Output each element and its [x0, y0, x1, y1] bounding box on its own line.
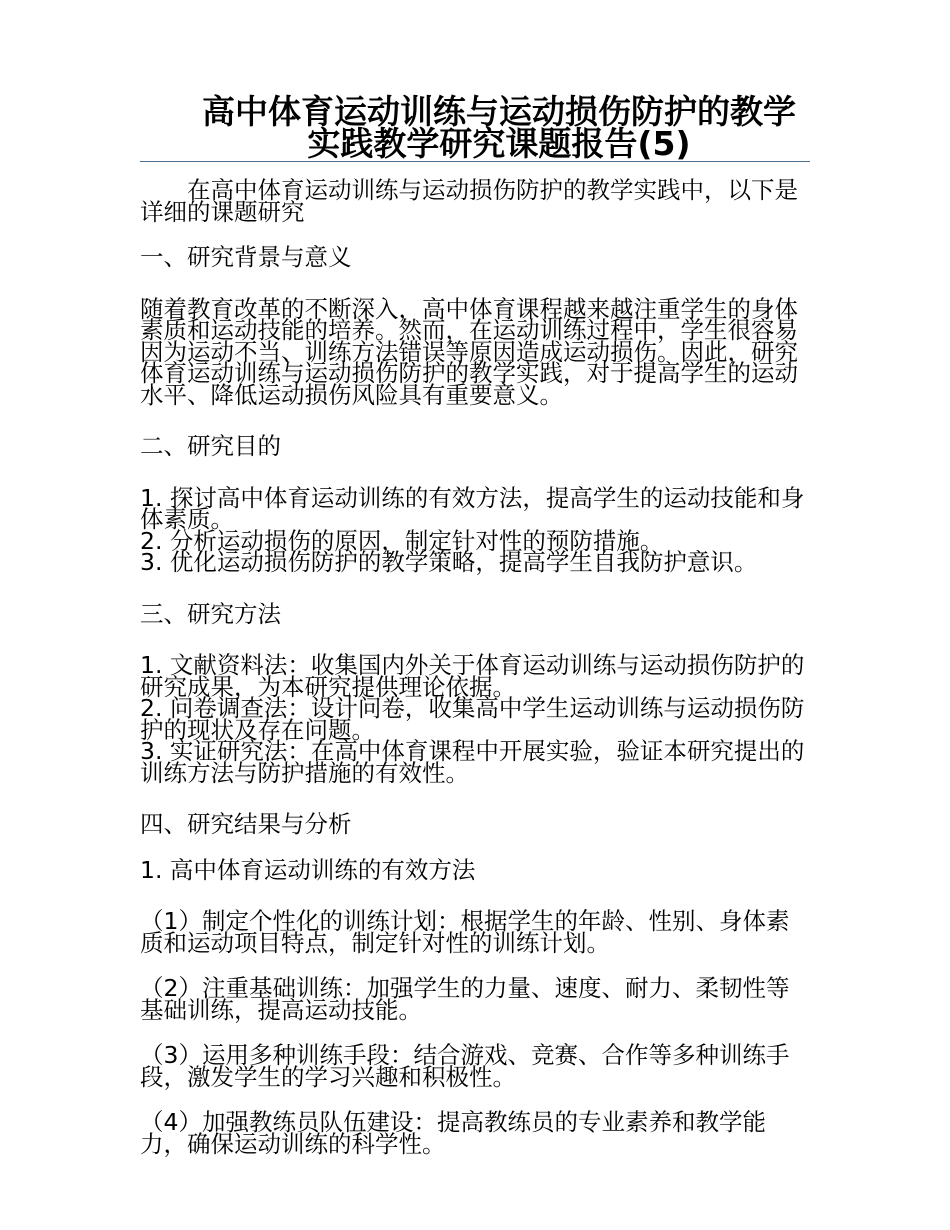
section-1-body: 随着教育改革的不断深入，高中体育课程越来越注重学生的身体素质和运动技能的培养。然而，在运动训练过程中，学生很容易因为运动不当、训练方法错误等原因造成运动损伤。因此，研究体育运动训练与运动损伤防护的教学实践，对于提高学生的运动水平、降低运动损伤风险具有重要意义。 [140, 294, 798, 409]
list-item: （3）运用多种训练手段：结合游戏、竞赛、合作等多种训练手段，激发学生的学习兴趣和积极性。 [140, 1041, 790, 1091]
intro-paragraph: 在高中体育运动训练与运动损伤防护的教学实践中，以下是详细的课题研究 [140, 176, 798, 226]
list-item: 3. 优化运动损伤防护的教学策略，提高学生自我防护意识。 [140, 548, 758, 576]
list-item: 1. 探讨高中体育运动训练的有效方法，提高学生的运动技能和身体素质。 [140, 483, 805, 533]
section-4-heading: 四、研究结果与分析 [140, 810, 352, 838]
document-title [140, 92, 810, 163]
title-underline [140, 161, 810, 162]
list-item: （4）加强教练员队伍建设：提高教练员的专业素养和教学能力，确保运动训练的科学性。 [140, 1108, 766, 1158]
section-3-heading: 三、研究方法 [140, 599, 281, 628]
list-item: 3. 实证研究法：在高中体育课程中开展实验，验证本研究提出的训练方法与防护措施的有效性。 [140, 737, 805, 787]
section-2-heading: 二、研究目的 [140, 432, 281, 460]
title-line-1: 高中体育运动训练与运动损伤防护的教学 [202, 92, 796, 131]
section-4-subheading: 1. 高中体育运动训练的有效方法 [140, 855, 476, 884]
title-line-2: 实践教学研究课题报告(5) [307, 124, 691, 163]
list-item: （1）制定个性化的训练计划：根据学生的年龄、性别、身体素质和运动项目特点，制定针对性的训练计划。 [140, 907, 790, 957]
list-item: 2. 问卷调查法：设计问卷，收集高中学生运动训练与运动损伤防护的现状及存在问题。 [140, 694, 805, 744]
section-1-heading: 一、研究背景与意义 [140, 243, 352, 271]
list-item: （2）注重基础训练：加强学生的力量、速度、耐力、柔韧性等基础训练，提高运动技能。 [140, 974, 790, 1024]
list-item: 2. 分析运动损伤的原因，制定针对性的预防措施。 [140, 526, 664, 555]
document-body [140, 176, 810, 1158]
list-item: 1. 文献资料法：收集国内外关于体育运动训练与运动损伤防护的研究成果，为本研究提供理论依据。 [140, 651, 805, 701]
